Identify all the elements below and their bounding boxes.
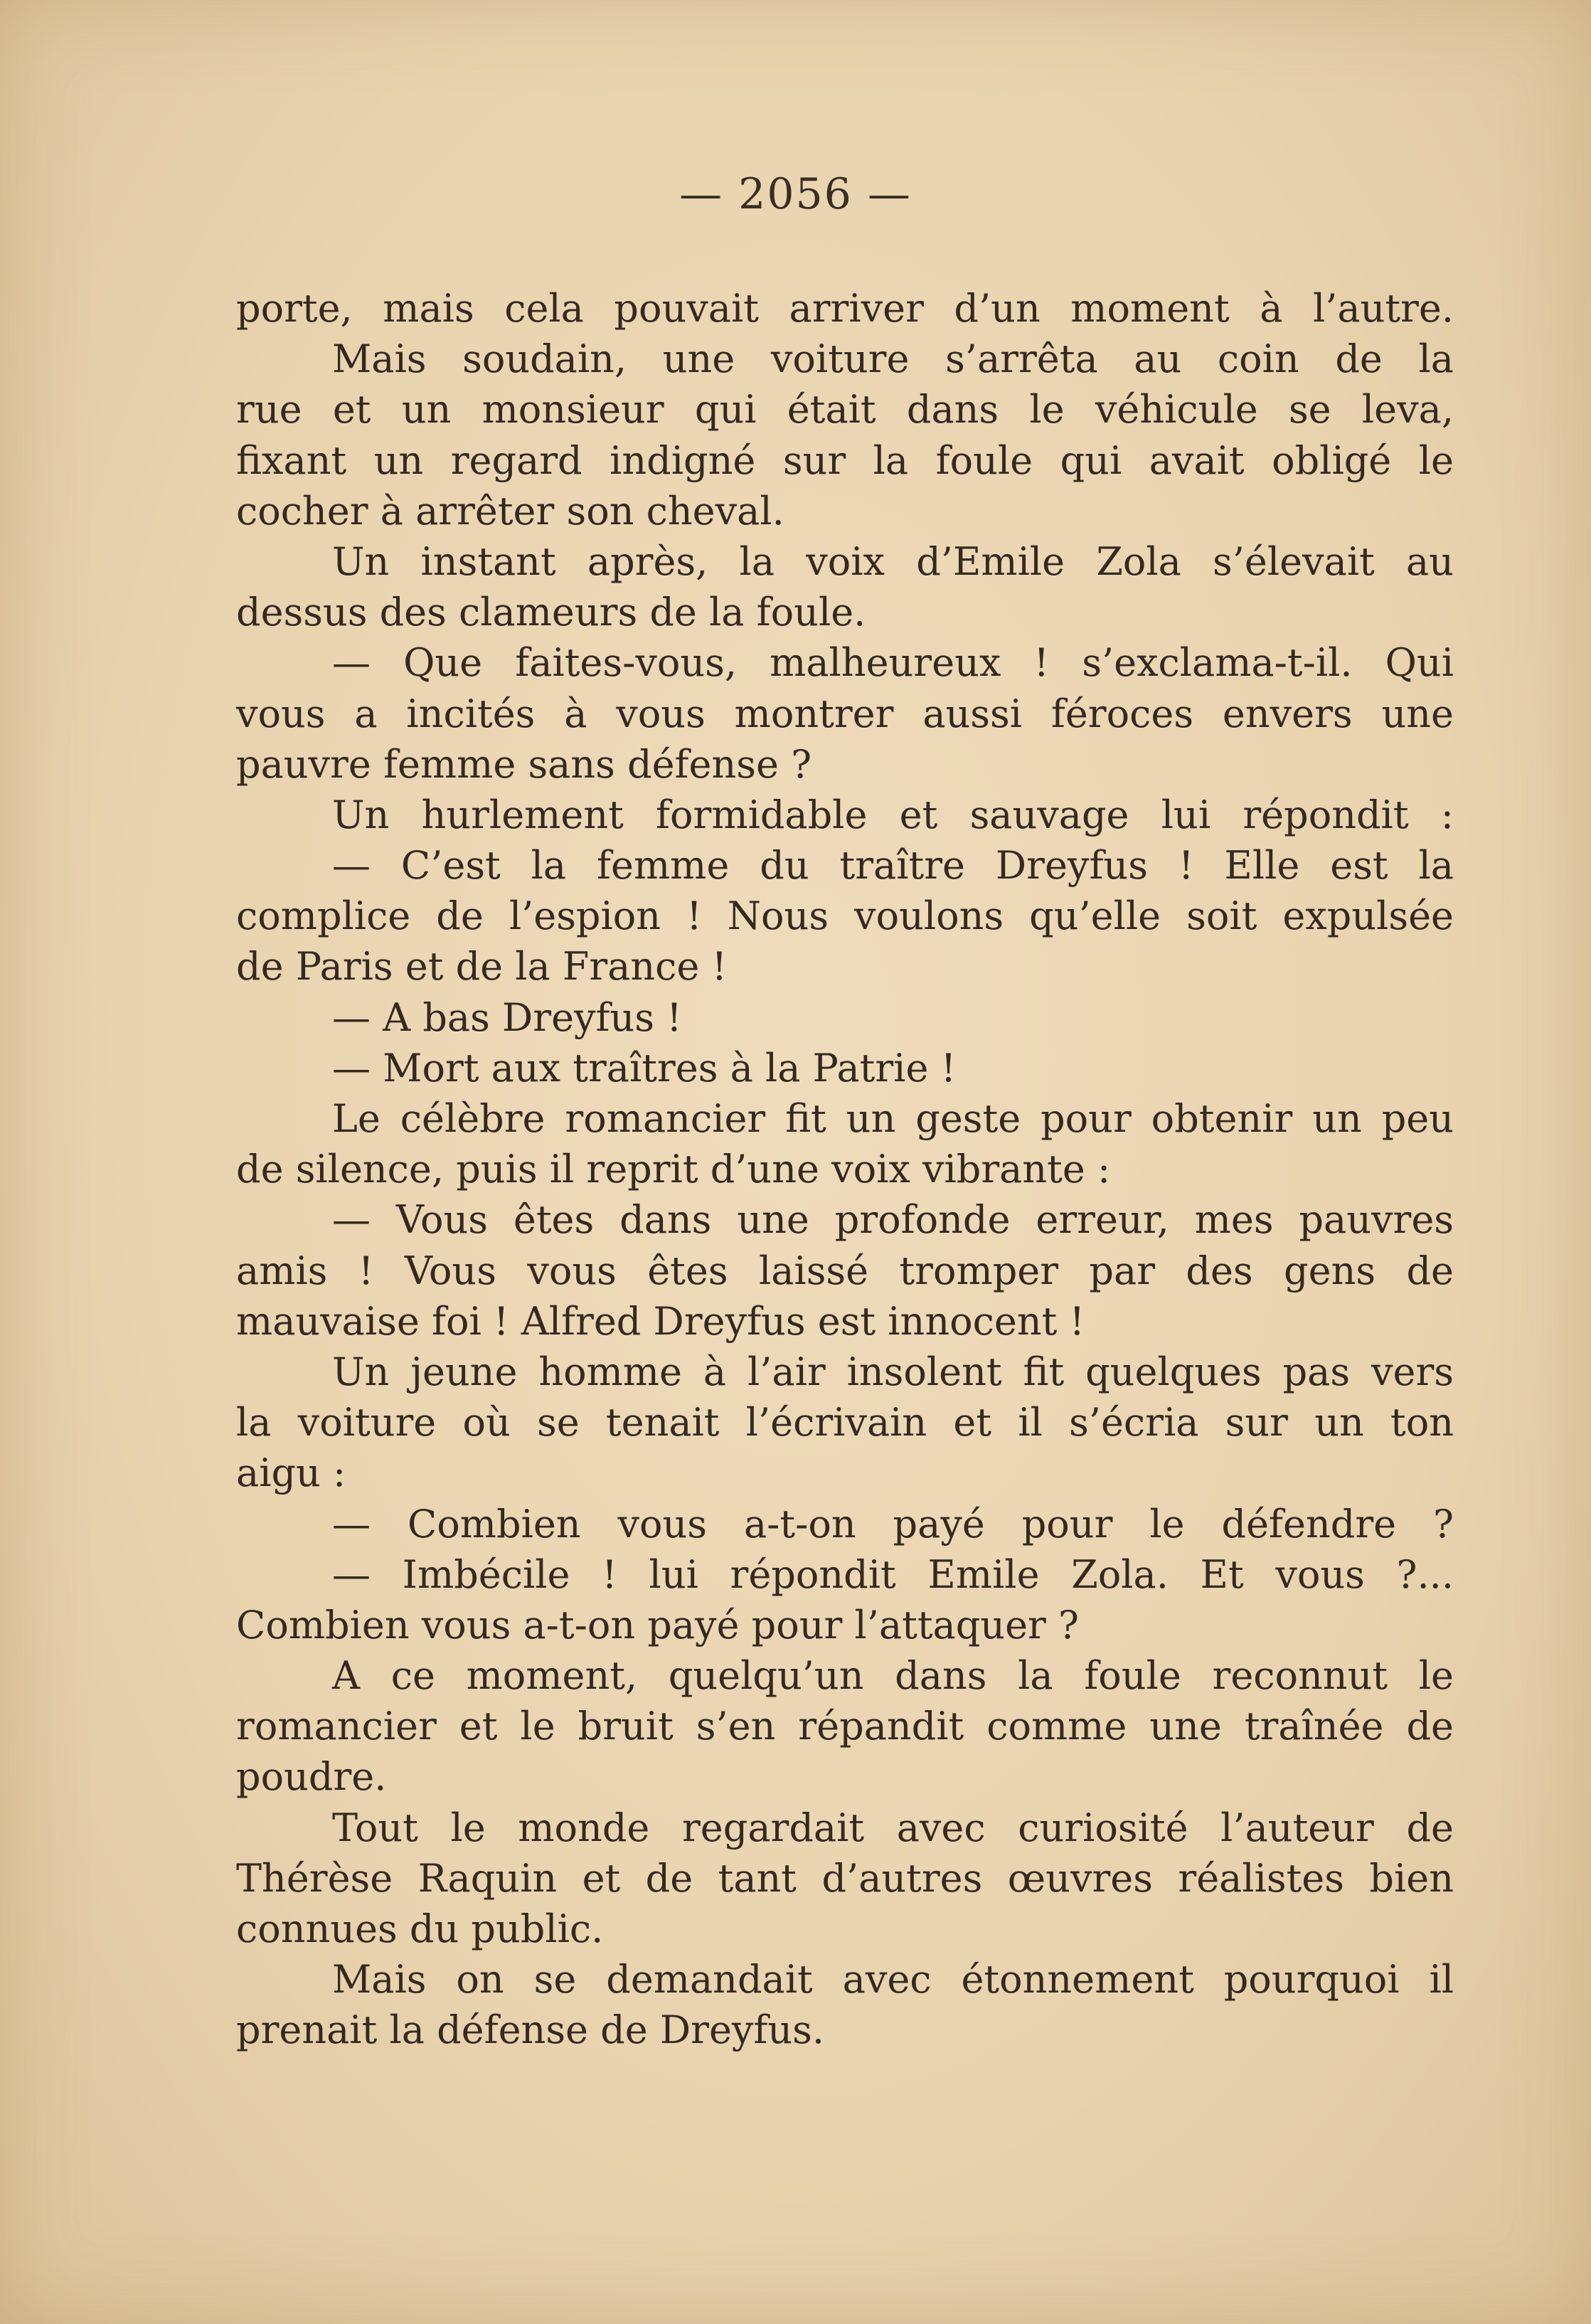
text-line: amis ! Vous vous êtes laissé tromper par des gens de (236, 1248, 1454, 1293)
text-line: cocher à arrêter son cheval. (236, 488, 784, 534)
text-line: poudre. (236, 1754, 387, 1800)
text-line: complice de l’espion ! Nous voulons qu’elle soit expulsée (236, 893, 1454, 939)
text-line: Thérèse Raquin et de tant d’autres œuvres réalistes bien (236, 1855, 1454, 1901)
text-line: Mais on se demandait avec étonnement pourquoi il (332, 1957, 1454, 2002)
text-line: — C’est la femme du traître Dreyfus ! Elle est la (332, 843, 1454, 888)
body-text (236, 283, 1454, 2056)
text-line: dessus des clameurs de la foule. (236, 590, 866, 635)
text-line: de Paris et de la France ! (236, 944, 728, 989)
text-line: connues du public. (236, 1906, 604, 1951)
text-line: fixant un regard indigné sur la foule qui avait obligé le (236, 437, 1454, 483)
text-line: A ce moment, quelqu’un dans la foule reconnut le (332, 1653, 1454, 1699)
text-line: de silence, puis il reprit d’une voix vibrante : (236, 1147, 1111, 1192)
page-number: — 2056 — (679, 169, 912, 219)
text-line: — Imbécile ! lui répondit Emile Zola. Et vous ?... (332, 1551, 1454, 1597)
text-line: — A bas Dreyfus ! (332, 994, 682, 1040)
text-line: — Vous êtes dans une profonde erreur, mes pauvres (332, 1197, 1454, 1243)
text-line: porte, mais cela pouvait arriver d’un moment à l’autre. (236, 286, 1454, 331)
text-line: — Que faites-vous, malheureux ! s’exclama-t-il. Qui (332, 640, 1454, 686)
text-line: Tout le monde regardait avec curiosité l’auteur de (332, 1805, 1454, 1850)
text-line: — Mort aux traîtres à la Patrie ! (332, 1045, 957, 1091)
text-line: Mais soudain, une voiture s’arrêta au coin de la (332, 336, 1454, 382)
text-line: Un instant après, la voix d’Emile Zola s’élevait au (332, 538, 1454, 584)
text-line: Combien vous a-t-on payé pour l’attaquer ? (236, 1602, 1079, 1648)
text-line: vous a incités à vous montrer aussi féroces envers une (236, 691, 1454, 736)
text-line: prenait la défense de Dreyfus. (236, 2007, 825, 2053)
text-line: aigu : (236, 1450, 346, 1496)
text-line: mauvaise foi ! Alfred Dreyfus est innocent ! (236, 1298, 1085, 1344)
text-line: pauvre femme sans défense ? (236, 741, 812, 787)
text-line: romancier et le bruit s’en répandit comme une traînée de (236, 1704, 1454, 1749)
text-line: Un jeune homme à l’air insolent fit quelques pas vers (332, 1349, 1454, 1394)
text-line: Le célèbre romancier fit un geste pour obtenir un peu (332, 1096, 1454, 1141)
text-line: — Combien vous a-t-on payé pour le défendre ? (332, 1501, 1454, 1546)
text-line: la voiture où se tenait l’écrivain et il s’écria sur un ton (236, 1400, 1454, 1445)
text-line: Un hurlement formidable et sauvage lui répondit : (332, 792, 1454, 837)
text-line: rue et un monsieur qui était dans le véhicule se leva, (236, 387, 1454, 433)
